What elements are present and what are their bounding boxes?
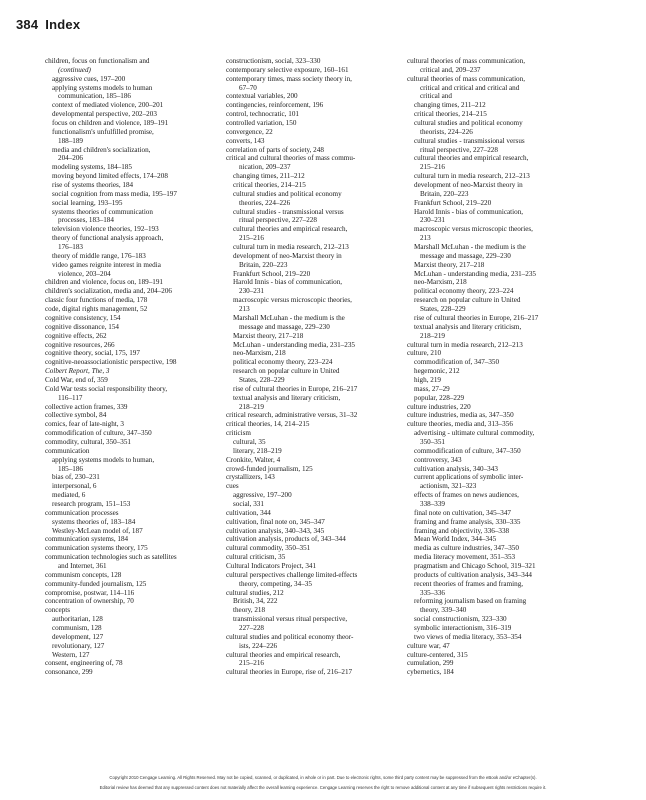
index-entry: cultural turn in media research, 212–213 bbox=[414, 172, 530, 181]
index-entry: research program, 151–153 bbox=[52, 499, 131, 508]
index-entry: communication systems, 184 bbox=[45, 535, 129, 544]
index-entry: cumulation, 299 bbox=[407, 659, 454, 668]
index-entry: applying systems models to human bbox=[52, 83, 153, 92]
index-entry: aggressive, 197–200 bbox=[233, 491, 292, 500]
index-entry: 218–219 bbox=[239, 402, 264, 411]
index-entry: States, 228–229 bbox=[239, 375, 285, 384]
index-entry: Mean World Index, 344–345 bbox=[414, 535, 497, 544]
index-entry: political economy theory, 223–224 bbox=[233, 358, 333, 367]
index-entry: systems theories of, 183–184 bbox=[52, 517, 136, 526]
index-entry: (continued) bbox=[58, 65, 91, 74]
index-entry: cognitive consistency, 154 bbox=[45, 313, 121, 322]
page-header bbox=[16, 17, 80, 32]
index-entry: commodification of culture, 347–350 bbox=[45, 429, 152, 438]
index-entry: 335–336 bbox=[420, 588, 445, 597]
index-entry: products of cultivation analysis, 343–344 bbox=[414, 570, 533, 579]
index-entry: 204–206 bbox=[58, 154, 83, 163]
index-entry: ritual perspective, 227–228 bbox=[239, 216, 317, 225]
index-entry: cultural perspectives challenge limited-effects bbox=[226, 570, 358, 579]
index-entry: framing and objectivity, 336–338 bbox=[414, 526, 510, 535]
index-column-2 bbox=[226, 57, 404, 677]
index-entry: modeling systems, 184–185 bbox=[52, 163, 132, 172]
index-entry: consent, engineering of, 78 bbox=[45, 659, 123, 668]
index-entry: research on popular culture in United bbox=[233, 367, 340, 376]
index-entry: culture industries, 220 bbox=[407, 402, 471, 411]
index-entry: converts, 143 bbox=[226, 136, 265, 145]
index-entry: development, 127 bbox=[52, 632, 104, 641]
index-entry: commodification of culture, 347–350 bbox=[414, 446, 521, 455]
index-entry: children, focus on functionalism and bbox=[45, 57, 150, 65]
index-entry: critical and critical and critical and bbox=[420, 83, 520, 92]
index-entry: bias of, 230–231 bbox=[52, 473, 100, 482]
index-entry: Colbert Report, The, 3 bbox=[45, 367, 110, 376]
index-entry: ists, 224–226 bbox=[239, 641, 278, 650]
index-entry: children and violence, focus on, 189–191 bbox=[45, 278, 163, 287]
index-entry: commodity, cultural, 350–351 bbox=[45, 437, 132, 446]
index-entry: Marxist theory, 217–218 bbox=[414, 260, 485, 269]
editorial-notice: Editorial review has deemed that any suppressed content does not materially affect the overall learning experience. Cengage Learning reserves the right to remove additional content at any time if subsequent rights restrictions require it. bbox=[99, 785, 547, 790]
index-entry: rise of cultural theories in Europe, 216–217 bbox=[414, 313, 539, 322]
index-entry: cultural theories of mass communication, bbox=[407, 74, 525, 83]
index-entry: recent theories of frames and framing, bbox=[414, 579, 524, 588]
index-entry: communication systems theory, 175 bbox=[45, 544, 148, 553]
index-entry: textual analysis and literary criticism, bbox=[414, 322, 522, 331]
index-entry: media and children's socialization, bbox=[52, 145, 151, 154]
index-entry: two views of media literacy, 353–354 bbox=[414, 632, 522, 641]
index-entry: theory of functional analysis approach, bbox=[52, 234, 164, 243]
index-entry: constructionism, social, 323–330 bbox=[226, 57, 321, 65]
index-entry: contemporary selective exposure, 160–161 bbox=[226, 65, 349, 74]
index-entry: contemporary times, mass society theory in, bbox=[226, 74, 352, 83]
index-entry: children's socialization, media and, 204–206 bbox=[45, 287, 173, 296]
index-entry: interpersonal, 6 bbox=[52, 482, 97, 491]
index-entry: cultivation, 344 bbox=[226, 508, 271, 517]
index-entry: communication technologies such as satellites bbox=[45, 553, 177, 562]
index-entry: development of neo-Marxist theory in bbox=[233, 251, 342, 260]
index-entry: hegemonic, 212 bbox=[414, 367, 460, 376]
index-entry: theory, 339–340 bbox=[420, 606, 467, 615]
index-entry: message and massage, 229–230 bbox=[239, 322, 330, 331]
copyright-notice: Copyright 2010 Cengage Learning. All Rights Reserved. May not be copied, scanned, or duplicated, in whole or in part. Due to electronic rights, some third party content may be suppressed from the eBook and/or eChapter(s). bbox=[109, 775, 537, 780]
index-entry: controlled variation, 150 bbox=[226, 119, 297, 128]
index-entry: cognitive effects, 262 bbox=[45, 331, 107, 340]
index-entry: cultural studies - transmissional versus bbox=[414, 136, 525, 145]
index-entry: Marshall McLuhan - the medium is the bbox=[233, 313, 345, 322]
index-entry: textual analysis and literary criticism, bbox=[233, 393, 341, 402]
index-entry: critical and bbox=[420, 92, 452, 101]
index-entry: authoritarian, 128 bbox=[52, 615, 103, 624]
index-entry: symbolic interactionism, 316–319 bbox=[414, 624, 512, 632]
index-entry: communication bbox=[45, 446, 90, 455]
index-entry: Frankfurt School, 219–220 bbox=[414, 198, 492, 207]
index-entry: and Internet, 361 bbox=[58, 561, 107, 570]
index-entry: contingencies, reinforcement, 196 bbox=[226, 101, 324, 110]
index-entry: code, digital rights management, 52 bbox=[45, 305, 148, 314]
index-entry: cultural studies, 212 bbox=[226, 588, 284, 597]
index-entry: effects of frames on news audiences, bbox=[414, 491, 519, 500]
index-entry: social constructionism, 323–330 bbox=[414, 615, 507, 624]
index-entry: 176–183 bbox=[58, 243, 83, 252]
index-entry: Westley-McLean model of, 187 bbox=[52, 526, 143, 535]
index-entry: consonance, 299 bbox=[45, 668, 93, 677]
index-entry: high, 219 bbox=[414, 375, 441, 384]
index-entry: 350–351 bbox=[420, 437, 445, 446]
index-entry: cultivation analysis, 340–343, 345 bbox=[226, 526, 325, 535]
index-entry: Britain, 220–223 bbox=[239, 260, 288, 269]
index-column-3 bbox=[407, 57, 585, 677]
index-entry: 215–216 bbox=[239, 659, 264, 668]
index-entry: 213 bbox=[239, 305, 250, 314]
index-entry: message and massage, 229–230 bbox=[420, 251, 511, 260]
index-entry: cognitive-neoassociationistic perspective, 198 bbox=[45, 358, 177, 367]
index-entry: 188–189 bbox=[58, 136, 83, 145]
index-entry: culture, 210 bbox=[407, 349, 442, 358]
index-entry: cultivation analysis, 340–343 bbox=[414, 464, 498, 473]
index-entry: concentration of ownership, 70 bbox=[45, 597, 134, 606]
index-entry: critical research, administrative versus, 31–32 bbox=[226, 411, 358, 420]
index-entry: cultural commodity, 350–351 bbox=[226, 544, 311, 553]
index-entry: communism concepts, 128 bbox=[45, 570, 122, 579]
section-title: Index bbox=[45, 17, 81, 32]
index-entry: culture theories, media and, 313–356 bbox=[407, 420, 513, 429]
index-entry: communication processes bbox=[45, 508, 119, 517]
index-entry: contextual variables, 200 bbox=[226, 92, 298, 101]
index-entry: processes, 183–184 bbox=[58, 216, 114, 225]
index-entry: Harold Innis - bias of communication, bbox=[233, 278, 343, 287]
index-entry: cybernetics, 184 bbox=[407, 668, 454, 677]
index-entry: 227–228 bbox=[239, 624, 264, 632]
index-entry: cognitive theory, social, 175, 197 bbox=[45, 349, 140, 358]
index-entry: changing times, 211–212 bbox=[414, 101, 486, 110]
index-entry: cultural theories and empirical research, bbox=[233, 225, 348, 234]
index-entry: framing and frame analysis, 330–335 bbox=[414, 517, 521, 526]
page-number: 384 bbox=[16, 17, 39, 32]
index-entry: Harold Innis - bias of communication, bbox=[414, 207, 524, 216]
index-entry: moving beyond limited effects, 174–208 bbox=[52, 172, 168, 181]
index-entry: changing times, 211–212 bbox=[233, 172, 305, 181]
index-entry: Cold War, end of, 359 bbox=[45, 375, 108, 384]
index-entry: transmissional versus ritual perspective, bbox=[233, 615, 348, 624]
index-entry: compromise, postwar, 114–116 bbox=[45, 588, 135, 597]
index-entry: theory, competing, 34–35 bbox=[239, 579, 312, 588]
index-entry: Marxist theory, 217–218 bbox=[233, 331, 304, 340]
index-entry: 215–216 bbox=[239, 234, 264, 243]
index-entry: 230–231 bbox=[420, 216, 445, 225]
index-entry: critical and cultural theories of mass commu- bbox=[226, 154, 356, 163]
index-entry: cultural studies and political economy bbox=[233, 189, 342, 198]
index-entry: popular, 228–229 bbox=[414, 393, 465, 402]
index-entry: cultural studies - transmissional versus bbox=[233, 207, 344, 216]
index-entry: functionalism's unfulfilled promise, bbox=[52, 127, 154, 136]
index-entry: critical theories, 14, 214–215 bbox=[226, 420, 310, 429]
index-entry: reforming journalism based on framing bbox=[414, 597, 527, 606]
index-entry: cultural, 35 bbox=[233, 437, 266, 446]
index-entry: Cultural Indicators Project, 341 bbox=[226, 561, 317, 570]
index-entry: 215–216 bbox=[420, 163, 445, 172]
index-entry: cues bbox=[226, 482, 239, 491]
index-entry: final note on cultivation, 345–347 bbox=[414, 508, 511, 517]
index-entry: cognitive resources, 266 bbox=[45, 340, 115, 349]
index-entry: research on popular culture in United bbox=[414, 296, 521, 305]
index-entry: cultural turn in media research, 212–213 bbox=[233, 243, 349, 252]
index-entry: cultural criticism, 35 bbox=[226, 553, 286, 562]
index-entry: neo-Marxism, 218 bbox=[414, 278, 467, 287]
index-entry: television violence theories, 192–193 bbox=[52, 225, 159, 234]
index-entry: McLuhan - understanding media, 231–235 bbox=[233, 340, 355, 349]
index-entry: political economy theory, 223–224 bbox=[414, 287, 514, 296]
index-entry: cultivation analysis, products of, 343–344 bbox=[226, 535, 346, 544]
index-entry: 338–339 bbox=[420, 499, 445, 508]
index-entry: cultural theories in Europe, rise of, 216–217 bbox=[226, 668, 353, 677]
index-entry: collective action frames, 339 bbox=[45, 402, 128, 411]
index-entry: convergence, 22 bbox=[226, 127, 273, 136]
index-entry: theory, 218 bbox=[233, 606, 266, 615]
index-entry: critical theories, 214–215 bbox=[233, 181, 306, 190]
index-entry: McLuhan - understanding media, 231–235 bbox=[414, 269, 536, 278]
index-entry: 230–231 bbox=[239, 287, 264, 296]
index-entry: 213 bbox=[420, 234, 431, 243]
index-entry: correlation of parts of society, 248 bbox=[226, 145, 324, 154]
index-entry: media as culture industries, 347–350 bbox=[414, 544, 519, 553]
index-entry: States, 228–229 bbox=[420, 305, 466, 314]
index-entry: revolutionary, 127 bbox=[52, 641, 105, 650]
index-entry: context of mediated violence, 200–201 bbox=[52, 101, 164, 110]
index-entry: systems theories of communication bbox=[52, 207, 153, 216]
index-entry: controversy, 343 bbox=[414, 455, 462, 464]
index-entry: culture-centered, 315 bbox=[407, 650, 468, 659]
index-entry: 218–219 bbox=[420, 331, 445, 340]
index-entry: cultural studies and political economy theor- bbox=[226, 632, 354, 641]
index-entry: ritual perspective, 227–228 bbox=[420, 145, 498, 154]
index-entry: social cognition from mass media, 195–197 bbox=[52, 189, 177, 198]
index-entry: criticism bbox=[226, 429, 251, 438]
index-entry: British, 34, 222 bbox=[233, 597, 278, 606]
index-entry: macroscopic versus microscopic theories, bbox=[233, 296, 352, 305]
index-entry: pragmatism and Chicago School, 319–321 bbox=[414, 561, 536, 570]
index-entry: current applications of symbolic inter- bbox=[414, 473, 524, 482]
index-entry: developmental perspective, 202–203 bbox=[52, 110, 157, 119]
index-entry: mediated, 6 bbox=[52, 491, 86, 500]
index-entry: control, technocratic, 101 bbox=[226, 110, 299, 119]
index-entry: aggressive cues, 197–200 bbox=[52, 74, 126, 83]
index-entry: cultural theories and empirical research, bbox=[414, 154, 529, 163]
index-entry: neo-Marxism, 218 bbox=[233, 349, 286, 358]
index-entry: Cronkite, Walter, 4 bbox=[226, 455, 281, 464]
index-entry: 185–186 bbox=[58, 464, 83, 473]
index-entry: actionism, 321–323 bbox=[420, 482, 477, 491]
index-entry: 116–117 bbox=[58, 393, 83, 402]
index-entry: crowd-funded journalism, 125 bbox=[226, 464, 313, 473]
index-entry: media literacy movement, 351–353 bbox=[414, 553, 516, 562]
index-column-1 bbox=[45, 57, 215, 677]
index-entry: cultural turn in media research, 212–213 bbox=[407, 340, 523, 349]
index-entry: culture industries, media as, 347–350 bbox=[407, 411, 514, 420]
index-entry: theory of middle range, 176–183 bbox=[52, 251, 146, 260]
index-entry: culture war, 47 bbox=[407, 641, 450, 650]
index-entry: Frankfurt School, 219–220 bbox=[233, 269, 311, 278]
index-entry: classic four functions of media, 178 bbox=[45, 296, 148, 305]
index-entry: rise of cultural theories in Europe, 216–217 bbox=[233, 384, 358, 393]
index-entry: social, 331 bbox=[233, 499, 264, 508]
index-entry: rise of systems theories, 184 bbox=[52, 181, 134, 190]
index-entry: cultivation, final note on, 345–347 bbox=[226, 517, 325, 526]
index-entry: commodification of, 347–350 bbox=[414, 358, 500, 367]
index-entry: critical theories, 214–215 bbox=[414, 110, 487, 119]
index-entry: 67–70 bbox=[239, 83, 257, 92]
index-entry: cultural theories and empirical research, bbox=[226, 650, 341, 659]
index-entry: concepts bbox=[45, 606, 70, 615]
index-entry: advertising - ultimate cultural commodity, bbox=[414, 429, 535, 438]
index-entry: development of neo-Marxist theory in bbox=[414, 181, 523, 190]
index-entry: Britain, 220–223 bbox=[420, 189, 469, 198]
index-entry: nication, 209–237 bbox=[239, 163, 291, 172]
index-entry: cultural studies and political economy bbox=[414, 119, 523, 128]
index-entry: cultural theories of mass communication, bbox=[407, 57, 525, 65]
index-entry: collective symbol, 84 bbox=[45, 411, 107, 420]
index-entry: theories, 224–226 bbox=[239, 198, 291, 207]
index-entry: comics, fear of late-night, 3 bbox=[45, 420, 124, 429]
index-entry: macroscopic versus microscopic theories, bbox=[414, 225, 533, 234]
index-entry: crystallizers, 143 bbox=[226, 473, 275, 482]
index-entry: violence, 203–204 bbox=[58, 269, 111, 278]
index-entry: cognitive dissonance, 154 bbox=[45, 322, 119, 331]
index-entry: focus on children and violence, 189–191 bbox=[52, 119, 169, 128]
index-entry: critical and, 209–237 bbox=[420, 65, 481, 74]
index-entry: communication, 185–186 bbox=[58, 92, 131, 101]
index-entry: Cold War tests social responsibility theory, bbox=[45, 384, 168, 393]
index-entry: theorists, 224–226 bbox=[420, 127, 473, 136]
index-entry: literary, 218–219 bbox=[233, 446, 282, 455]
index-entry: applying systems models to human, bbox=[52, 455, 155, 464]
index-entry: communism, 128 bbox=[52, 624, 102, 632]
index-entry: video games reignite interest in media bbox=[52, 260, 161, 269]
index-entry: community-funded journalism, 125 bbox=[45, 579, 147, 588]
index-entry: social learning, 193–195 bbox=[52, 198, 123, 207]
index-entry: Western, 127 bbox=[52, 650, 90, 659]
index-entry: mass, 27–29 bbox=[414, 384, 450, 393]
index-entry: Marshall McLuhan - the medium is the bbox=[414, 243, 526, 252]
